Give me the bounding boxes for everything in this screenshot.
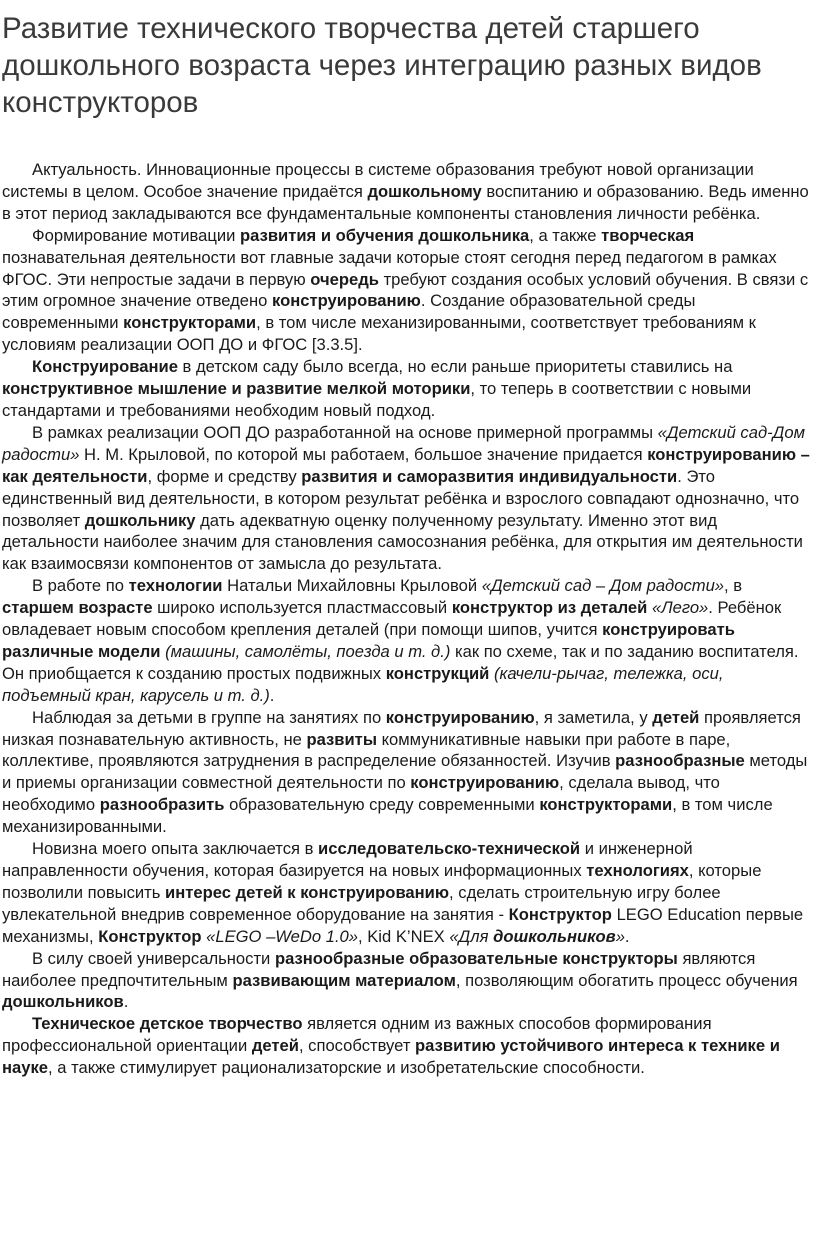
text-run: . Создание образовательной среды современными	[2, 291, 696, 333]
text-run: познавательная деятельности вот главные задачи которые стоят сегодня перед педагогом в рамках ФГОС. Эти непростые задачи в первую	[2, 247, 777, 289]
bold-text: очередь	[310, 269, 379, 289]
bold-text: старшем возрасте	[2, 598, 153, 618]
bold-text: конструктивное мышление и развитие мелкой моторики	[2, 379, 471, 399]
text-run: .	[123, 992, 129, 1012]
paragraph-universality	[2, 948, 814, 1014]
paragraph-relevance	[2, 159, 814, 225]
italic-text: »	[615, 926, 625, 946]
italic-text: «LEGO –WeDo 1.0»	[206, 926, 359, 946]
bold-text: конструированию	[272, 291, 421, 311]
text-run: , в	[724, 576, 743, 596]
text-run: методы и приемы организации совместной деятельности по	[2, 751, 808, 793]
bold-text: Конструктор	[98, 926, 202, 946]
bold-text: конструкций	[385, 663, 490, 683]
text-run: Актуальность. Инновационные процессы в системе образования требуют новой организации системы в целом. Особое значение придаётся	[2, 160, 754, 201]
bold-text: дошкольников	[2, 992, 124, 1012]
bold-text: конструктор из деталей	[451, 598, 648, 618]
paragraph-technical-creativity	[2, 1013, 814, 1079]
text-run: Наблюдая за детьми в группе на занятиях по	[32, 707, 386, 727]
text-run: , а также	[529, 225, 602, 245]
text-run: , сделала вывод, что необходимо	[2, 773, 720, 815]
bold-text: развития и саморазвития индивидуальности	[301, 466, 678, 486]
italic-text: (машины, самолёты, поезда и т. д.)	[165, 641, 451, 661]
text-run: , способствует	[298, 1036, 416, 1056]
italic-text: «Лего»	[652, 598, 709, 618]
text-run: В рамках реализации ООП ДО разработанной на основе примерной программы	[32, 422, 658, 442]
text-run: широко используется пластмассовый	[152, 598, 452, 618]
bold-text: технологиях	[586, 861, 689, 880]
text-run: Н. М. Крыловой, по которой мы работаем, большое значение придается	[79, 444, 648, 464]
bold-text: Конструктор	[508, 904, 612, 924]
text-run: , я заметила, у	[534, 707, 653, 727]
text-run: образовательную среду современными	[224, 795, 540, 815]
bold-text: творческая	[601, 225, 695, 245]
bold-text: детей	[251, 1036, 299, 1056]
text-run: , Kid K’NEX	[358, 926, 450, 946]
text-run: Новизна моего опыта заключается в	[32, 839, 319, 859]
text-run: В работе по	[32, 576, 129, 596]
text-run: проявляется низкая познавательную активность, не	[2, 707, 801, 749]
bold-text: развивающим материалом	[232, 970, 456, 990]
bold-text: дошкольнику	[84, 510, 196, 530]
bold-text: конструкторами	[123, 313, 257, 333]
text-run: .	[269, 685, 275, 705]
article-body	[2, 159, 814, 1079]
text-run: , в том числе механизированными.	[2, 795, 773, 837]
text-run: требуют создания особых условий обучения. В связи с этим огромное значение отведено	[2, 269, 809, 311]
text-run: являются наиболее предпочтительным	[2, 948, 756, 990]
text-run: . Ребёнок овладевает новым способом крепления деталей (при помощи шипов, учится	[2, 598, 782, 640]
bold-text: конструированию	[410, 773, 560, 793]
document-title: Развитие технического творчества детей старшего дошкольного возраста через интеграцию разных видов конструкторов	[2, 12, 762, 119]
text-run: воспитанию и образованию. Ведь именно в этот период закладываются все фундаментальные компоненты становления личности ребёнка.	[2, 181, 809, 223]
bold-text: конструировать различные модели	[2, 620, 735, 661]
bold-text: разнообразить	[99, 795, 225, 815]
text-run: , сделать строительную игру более увлекательной внедрив современное оборудование на занятия -	[2, 882, 721, 924]
text-run: является одним из важных способов формирования профессиональной ориентации	[2, 1014, 712, 1056]
bold-text: конструированию	[385, 707, 535, 727]
italic-text: «Детский сад-Дом радости»	[2, 422, 805, 464]
text-run: LEGO Education первые механизмы,	[2, 904, 804, 946]
bold-text: Техническое детское творчество	[32, 1014, 303, 1034]
italic-text: «Для	[449, 926, 494, 946]
text-run: и инженерной направленности обучения, которая базируется на новых информационных	[2, 839, 693, 880]
bold-text: разнообразные	[615, 751, 745, 771]
bold-text: исследовательско-технической	[318, 839, 581, 859]
paragraph-program	[2, 422, 814, 575]
text-run: .	[624, 926, 630, 946]
bold-text: конструированию – как деятельности	[2, 444, 810, 486]
bold-text: Конструирование	[32, 357, 178, 377]
text-run: , которые позволили повысить	[2, 861, 762, 902]
bold-text: интерес детей к конструированию	[165, 882, 450, 902]
text-run: как по схеме, так и по заданию воспитателя. Он приобщается к созданию простых подвижных	[2, 641, 799, 683]
bold-text: дошкольному	[367, 181, 482, 201]
bold-text: развития и обучения дошкольника	[240, 225, 530, 245]
italic-text: (качели-рычаг, тележка, оси, подъемный кран, карусель и т. д.)	[2, 663, 724, 705]
bold-text: технологии	[128, 576, 223, 596]
text-run: , позволяющим обогатить процесс обучения	[455, 970, 798, 990]
paragraph-novelty	[2, 838, 814, 948]
text-run: Натальи Михайловны Крыловой	[222, 576, 482, 596]
italic-text: «Детский сад – Дом радости»	[481, 576, 725, 596]
bold-text: разнообразные образовательные конструкторы	[274, 948, 678, 968]
text-run: , в том числе механизированными, соответствует требованиям к условиям реализации ООП ДО и ФГОС [3.3.5].	[2, 313, 756, 355]
paragraph-motivation	[2, 225, 814, 356]
bold-text: развиты	[306, 729, 377, 749]
bold-text: развитию устойчивого интереса к технике и науке	[2, 1036, 780, 1078]
text-run: , форме и средству	[147, 466, 302, 486]
text-run: дать адекватную оценку полученному результату. Именно этот вид детальности наиболее значим для становления самосознания ребёнка, для открытия им деятельности как взаимосвязи компонентов от замысла до результата.	[2, 510, 803, 574]
bold-text: конструкторами	[539, 795, 673, 815]
paragraph-technology	[2, 575, 814, 706]
paragraph-observation	[2, 707, 814, 838]
text-run: В силу своей универсальности	[32, 948, 275, 968]
text-run: . Это единственный вид деятельности, в котором результат ребёнка и взрослого совпадают однозначно, что позволяет	[2, 466, 800, 530]
text-run: в детском саду было всегда, но если раньше приоритеты ставились на	[177, 357, 733, 377]
paragraph-construction	[2, 356, 814, 422]
text-run: , то теперь в соответствии с новыми стандартами и требованиями необходим новый подход.	[2, 379, 752, 420]
text-run: Формирование мотивации	[32, 225, 240, 245]
bold-text: детей	[652, 707, 700, 727]
bold-text: дошкольников	[493, 926, 616, 946]
text-run: , а также стимулирует рационализаторские и изобретательские способности.	[48, 1058, 645, 1078]
text-run: коммуникативные навыки при работе в паре, коллективе, проявляются затруднения в распределение обязанностей. Изучив	[2, 729, 731, 771]
